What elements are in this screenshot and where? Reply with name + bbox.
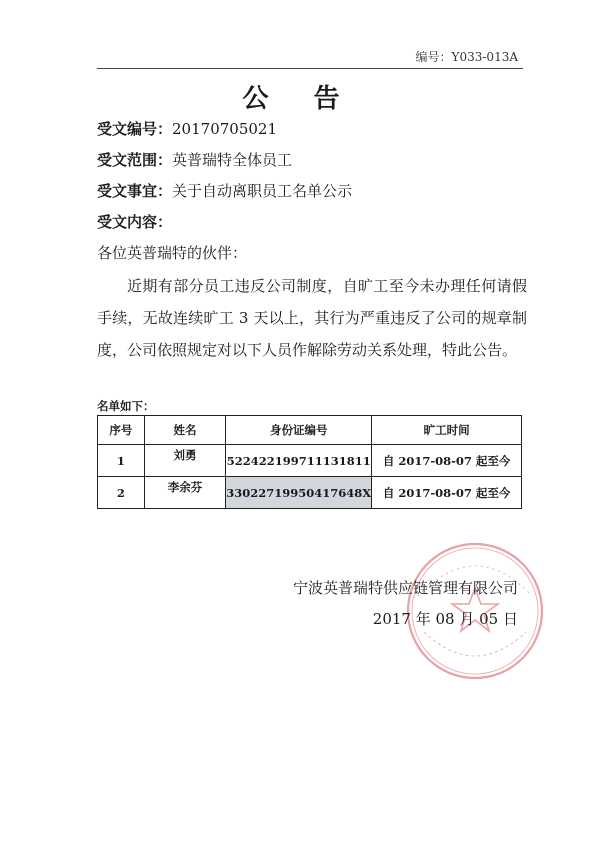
cell-name-text: 李余芬 <box>167 480 203 494</box>
field-label: 受文内容： <box>97 213 173 231</box>
cell-name <box>144 445 226 477</box>
column-header-absence-time: 旷工时间 <box>372 416 522 445</box>
cell-index: 1 <box>98 445 145 477</box>
document-number: 编号：Y033-013A <box>415 50 518 64</box>
cell-id-number: 33022719950417648X <box>226 477 372 509</box>
field-value: 英普瑞特全体员工 <box>172 151 293 169</box>
company-signature: 宁波英普瑞特供应链管理有限公司 <box>292 579 518 597</box>
body-paragraph: 近期有部分员工违反公司制度，自旷工至今未办理任何请假手续，无故连续旷工 3 天以上，其行为严重违反了公司的规章制度，公司依照规定对以下人员作解除劳动关系处理，特此公告。 <box>97 277 527 359</box>
table-row <box>98 445 522 477</box>
dismissal-table <box>97 415 522 509</box>
cell-index: 2 <box>98 477 145 509</box>
field-label: 受文事宜： <box>97 182 173 200</box>
header-rule <box>97 68 523 69</box>
signature-date: 2017 年 08 月 05 日 <box>372 610 518 628</box>
column-header-id-number: 身份证编号 <box>226 416 372 445</box>
list-label: 名单如下： <box>97 399 155 413</box>
field-label: 受文范围： <box>97 151 173 169</box>
field-value: 关于自动离职员工名单公示 <box>172 182 353 200</box>
column-header-index: 序号 <box>98 416 145 445</box>
cell-name-text: 刘勇 <box>173 448 197 462</box>
field-value: 20170705021 <box>172 120 277 138</box>
table-row <box>98 477 522 509</box>
greeting: 各位英普瑞特的伙伴： <box>97 244 248 262</box>
field-scope <box>97 149 292 170</box>
cell-absence-time: 自 2017-08-07 起至今 <box>372 477 522 509</box>
field-doc-number <box>97 118 277 139</box>
cell-id-number: 522422199711131811 <box>226 445 372 477</box>
field-content <box>97 211 172 232</box>
column-header-name: 姓名 <box>144 416 226 445</box>
field-subject <box>97 180 352 201</box>
table-header-row <box>98 416 522 445</box>
cell-name <box>144 477 226 509</box>
page-title: 公 告 <box>242 84 358 114</box>
field-label: 受文编号： <box>97 120 173 138</box>
cell-absence-time: 自 2017-08-07 起至今 <box>372 445 522 477</box>
